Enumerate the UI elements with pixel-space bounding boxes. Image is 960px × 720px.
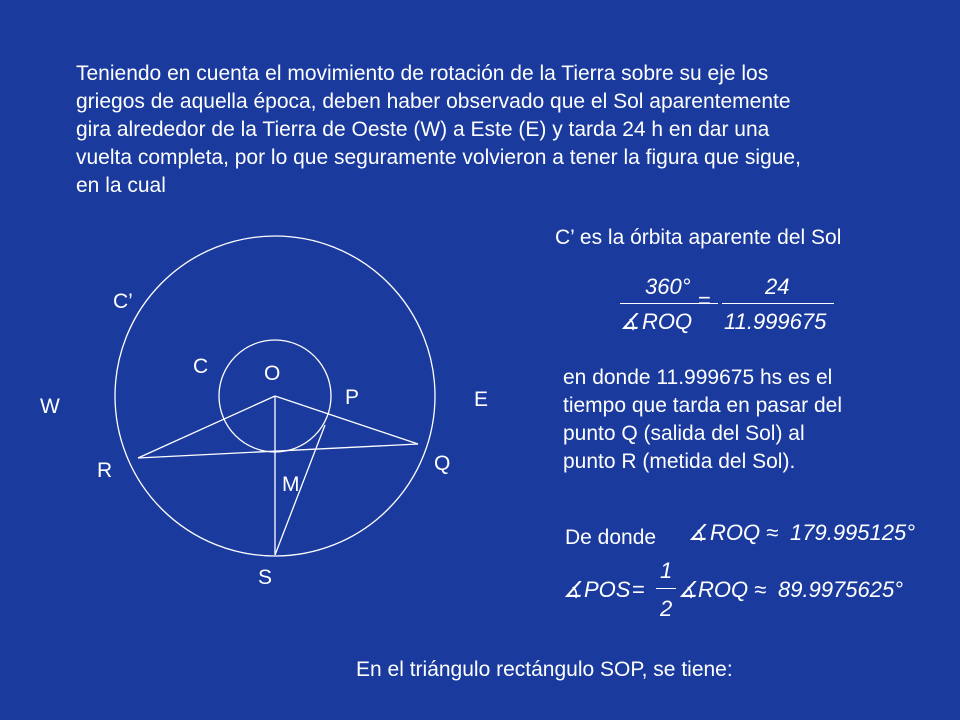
equals-sign: =: [698, 288, 711, 313]
fraction-left-denominator: ROQ: [642, 309, 693, 334]
label-p: P: [345, 386, 360, 409]
pos-value: 89.9975625°: [778, 577, 904, 602]
intro-line: en la cual: [76, 174, 166, 197]
angle-symbol: ∡: [688, 520, 708, 545]
label-r: R: [97, 459, 113, 482]
label-o: O: [264, 362, 281, 385]
equals-sign: =: [632, 577, 645, 602]
pos-name: POS: [584, 577, 631, 602]
label-q: Q: [434, 452, 451, 475]
fraction-right-bar: [722, 303, 834, 304]
intro-line: gira alrededor de la Tierra de Oeste (W) a Este (E) y tarda 24 h en dar una: [76, 118, 770, 141]
de-donde-label: De donde: [565, 526, 657, 549]
explanation-line: punto R (metida del Sol).: [563, 450, 796, 473]
explanation-paragraph: [563, 364, 842, 476]
half-numerator: 1: [660, 558, 673, 583]
half-fraction-bar: [656, 588, 676, 589]
orbit-note: C’ es la órbita aparente del Sol: [555, 226, 842, 249]
fraction-right-numerator: 24: [765, 274, 790, 299]
roq-name: ROQ: [698, 577, 749, 602]
explanation-line: punto Q (salida del Sol) al: [563, 422, 805, 445]
fraction-right-denominator: 11.999675: [724, 309, 827, 334]
intro-line: griegos de aquella época, deben haber observado que el Sol aparentemente: [76, 90, 791, 113]
label-w: W: [40, 395, 60, 418]
label-c-prime: C’: [113, 290, 133, 313]
label-s: S: [258, 566, 273, 589]
half-denominator: 2: [660, 596, 673, 621]
label-e: E: [474, 388, 489, 411]
angle-symbol: ∡: [678, 577, 698, 602]
fraction-left-numerator: 360°: [645, 274, 691, 299]
angle-symbol: ∡: [563, 577, 583, 602]
intro-line: vuelta completa, por lo que seguramente volvieron a tener la figura que sigue,: [76, 146, 801, 169]
explanation-line: tiempo que tarda en pasar del: [563, 394, 843, 417]
explanation-line: en donde 11.999675 hs es el: [563, 366, 833, 389]
roq-name: ROQ: [710, 520, 761, 545]
approx-sign: ≈: [766, 520, 779, 545]
approx-sign: ≈: [754, 577, 767, 602]
label-c: C: [193, 355, 209, 378]
angle-symbol: ∡: [620, 309, 640, 334]
roq-value: 179.995125°: [790, 520, 916, 545]
intro-line: Teniendo en cuenta el movimiento de rotación de la Tierra sobre su eje los: [76, 62, 769, 85]
label-m: M: [282, 473, 300, 496]
conclusion-text: En el triángulo rectángulo SOP, se tiene:: [356, 658, 733, 681]
chord-r-q: [138, 444, 418, 458]
